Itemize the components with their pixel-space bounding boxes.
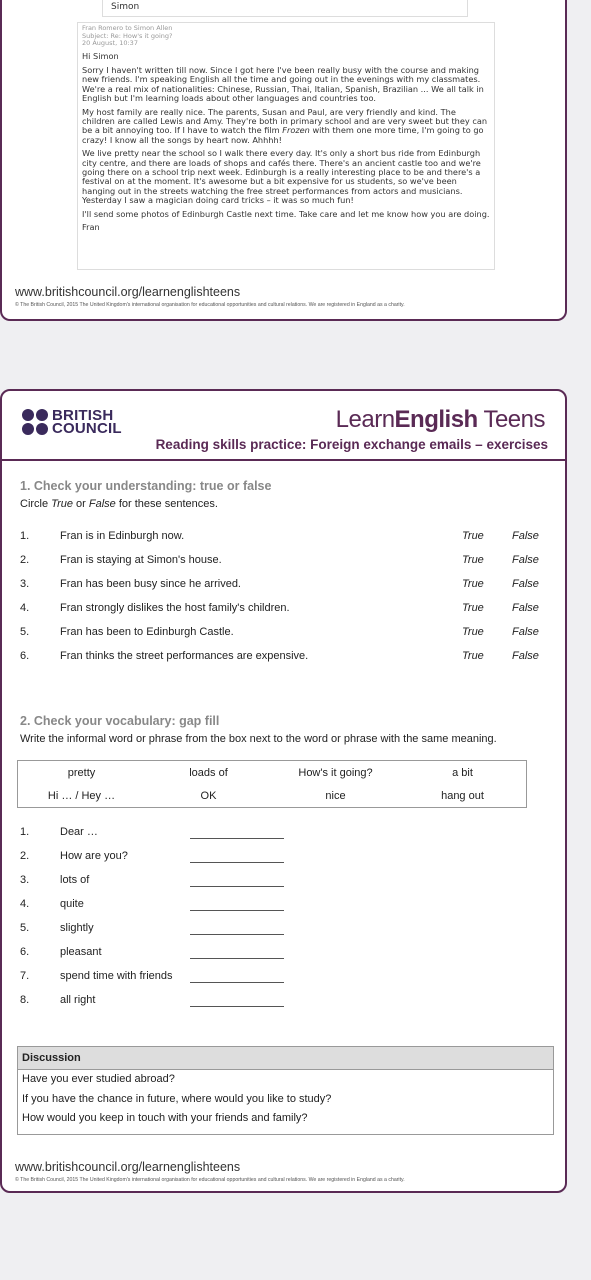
- email-paragraph-3: We live pretty near the school so I walk there every day. It's only a short bus ride from Edinburgh city centre, and there are loads of shops and cafés there. There's an ancient castle too and we're going there on a school trip next week. Edinburgh is a really interesting place to be and there's a festival on at the moment. It's awesome but a bit expensive for us students, so we've been hanging out in the streets watching the free street performances from actors and musicians. Yesterday I saw a magician doing card tricks – it was so much fun!: [82, 148, 481, 206]
- email-paragraph-1: Sorry I haven't written till now. Since I got here I've been really busy with the course and making new friends. I'm speaking English all the time and going out in the evenings with my classmates. We're a real mix of nationalities: Chinese, Russian, Thai, Italian, Spanish, Brazilian ... We all talk in English but I'm learning loads about other languages and countries too.: [82, 64, 484, 104]
- email-paragraph-4: I'll send some photos of Edinburgh Castle next time. Take care and let me know how you are doing.: [82, 208, 490, 219]
- item-sentence: Fran is in Edinburgh now.: [60, 530, 185, 542]
- word-box-item: loads of: [189, 767, 228, 779]
- word-box-item: a bit: [452, 767, 473, 779]
- item-phrase: pleasant: [60, 946, 102, 958]
- word-box-item: hang out: [441, 790, 484, 802]
- answer-blank[interactable]: [190, 886, 284, 887]
- item-number: 5.: [20, 626, 30, 638]
- item-number: 1.: [20, 826, 30, 838]
- item-sentence: Fran has been to Edinburgh Castle.: [60, 626, 234, 638]
- footer-copyright: © The British Council, 2015 The United Kingdom's international organisation for educational opportunities and cultural relations. We are registered in England as a charity.: [15, 1177, 405, 1183]
- item-number: 6.: [20, 650, 30, 662]
- false-option[interactable]: False: [512, 530, 539, 542]
- true-false-item: [20, 626, 545, 642]
- email-from: Fran Romero to Simon Allen: [82, 24, 173, 32]
- worksheet-subtitle: Reading skills practice: Foreign exchange emails – exercises: [155, 437, 548, 452]
- section-1-title: 1. Check your understanding: true or false: [20, 479, 272, 493]
- gap-fill-item: [20, 922, 320, 938]
- email-signoff: Fran: [82, 222, 100, 232]
- worksheet-page-1: [0, 0, 567, 321]
- reply-name: Simon: [111, 2, 140, 12]
- false-option[interactable]: False: [512, 650, 539, 662]
- true-option[interactable]: True: [462, 578, 484, 590]
- email-meta: [82, 25, 490, 48]
- footer-copyright: © The British Council, 2015 The United Kingdom's international organisation for educational opportunities and cultural relations. We are registered in England as a charity.: [15, 302, 405, 308]
- true-false-item: [20, 602, 545, 618]
- discussion-question: How would you keep in touch with your friends and family?: [22, 1112, 308, 1124]
- false-option[interactable]: False: [512, 602, 539, 614]
- item-phrase: all right: [60, 994, 96, 1006]
- item-phrase: quite: [60, 898, 84, 910]
- film-title: Frozen: [282, 125, 310, 136]
- true-option[interactable]: True: [462, 626, 484, 638]
- email-subject: Subject: Re: How's it going?: [82, 31, 173, 40]
- answer-blank[interactable]: [190, 958, 284, 959]
- true-option[interactable]: True: [462, 602, 484, 614]
- word-box: [17, 760, 527, 808]
- item-phrase: Dear …: [60, 826, 98, 838]
- false-option[interactable]: False: [512, 554, 539, 566]
- email-paragraph-2-start: My host family are really nice. The parents, Susan and Paul, are very friendly and kind. The children are called Lewis and Amy. They're both in primary school and are very sweet but they can be a bit annoying too. If I have to watch the film: [82, 106, 488, 136]
- learnenglish-teens-brand: [336, 406, 545, 434]
- gap-fill-item: [20, 946, 320, 962]
- item-number: 3.: [20, 874, 30, 886]
- logo-line-2: COUNCIL: [52, 420, 122, 437]
- brand-teens: Teens: [477, 406, 545, 433]
- true-false-item: [20, 530, 545, 546]
- true-option[interactable]: True: [462, 650, 484, 662]
- email-message: [77, 22, 495, 270]
- gap-fill-item: [20, 898, 320, 914]
- item-sentence: Fran strongly dislikes the host family's children.: [60, 602, 290, 614]
- brand-learn: Learn: [335, 406, 395, 433]
- item-phrase: slightly: [60, 922, 94, 934]
- logo-line-1: BRITISH: [52, 407, 114, 424]
- section-2-instruction: Write the informal word or phrase from the box next to the word or phrase with the same meaning.: [20, 733, 497, 745]
- item-phrase: lots of: [60, 874, 90, 886]
- true-option[interactable]: True: [462, 530, 484, 542]
- footer-url[interactable]: www.britishcouncil.org/learnenglishteens: [15, 1160, 241, 1174]
- header-divider: [2, 459, 565, 461]
- answer-blank[interactable]: [190, 982, 284, 983]
- item-number: 1.: [20, 530, 30, 542]
- footer-url[interactable]: www.britishcouncil.org/learnenglishteens: [15, 285, 241, 299]
- gap-fill-item: [20, 826, 320, 842]
- item-sentence: Fran is staying at Simon's house.: [60, 554, 222, 566]
- email-greeting: Hi Simon: [82, 50, 119, 61]
- true-false-item: [20, 578, 545, 594]
- brand-english: English: [394, 406, 478, 433]
- email-date: 20 August, 10:37: [82, 39, 138, 47]
- item-number: 6.: [20, 946, 30, 958]
- item-number: 2.: [20, 554, 30, 566]
- item-number: 4.: [20, 898, 30, 910]
- discussion-title: Discussion: [18, 1047, 553, 1070]
- false-option[interactable]: False: [512, 578, 539, 590]
- item-phrase: How are you?: [60, 850, 128, 862]
- answer-blank[interactable]: [190, 910, 284, 911]
- email-paragraph-2: [82, 108, 490, 146]
- item-phrase: spend time with friends: [60, 970, 173, 982]
- gap-fill-item: [20, 874, 320, 890]
- worksheet-page-2: [0, 389, 567, 1193]
- answer-blank[interactable]: [190, 838, 284, 839]
- word-box-item: How's it going?: [298, 767, 373, 779]
- false-option[interactable]: False: [512, 626, 539, 638]
- item-number: 4.: [20, 602, 30, 614]
- true-option[interactable]: True: [462, 554, 484, 566]
- word-box-item: Hi … / Hey …: [47, 790, 116, 802]
- discussion-question: Have you ever studied abroad?: [22, 1073, 175, 1085]
- section-1-instruction: Circle True or False for these sentences.: [20, 498, 218, 510]
- item-number: 8.: [20, 994, 30, 1006]
- item-number: 7.: [20, 970, 30, 982]
- discussion-question: If you have the chance in future, where would you like to study?: [22, 1092, 332, 1105]
- discussion-box: [17, 1046, 554, 1135]
- gap-fill-item: [20, 970, 320, 986]
- reply-box: [102, 0, 468, 17]
- true-false-item: [20, 650, 545, 666]
- email-paragraph-2-end: with them one more time, I'm going to go crazy! I know all the songs by heart now. Ahhhh!: [82, 125, 484, 145]
- word-box-item: nice: [325, 790, 346, 802]
- answer-blank[interactable]: [190, 934, 284, 935]
- gap-fill-item: [20, 994, 320, 1010]
- word-box-item: pretty: [67, 767, 96, 779]
- section-2-title: 2. Check your vocabulary: gap fill: [20, 714, 220, 728]
- item-sentence: Fran thinks the street performances are expensive.: [60, 650, 309, 662]
- british-council-logo: [22, 409, 122, 435]
- word-box-item: OK: [200, 790, 217, 802]
- gap-fill-item: [20, 850, 320, 866]
- logo-dots-icon: [22, 409, 48, 435]
- item-number: 3.: [20, 578, 30, 590]
- item-sentence: Fran has been busy since he arrived.: [60, 578, 241, 590]
- item-number: 5.: [20, 922, 30, 934]
- item-number: 2.: [20, 850, 30, 862]
- answer-blank[interactable]: [190, 1006, 284, 1007]
- answer-blank[interactable]: [190, 862, 284, 863]
- true-false-item: [20, 554, 545, 570]
